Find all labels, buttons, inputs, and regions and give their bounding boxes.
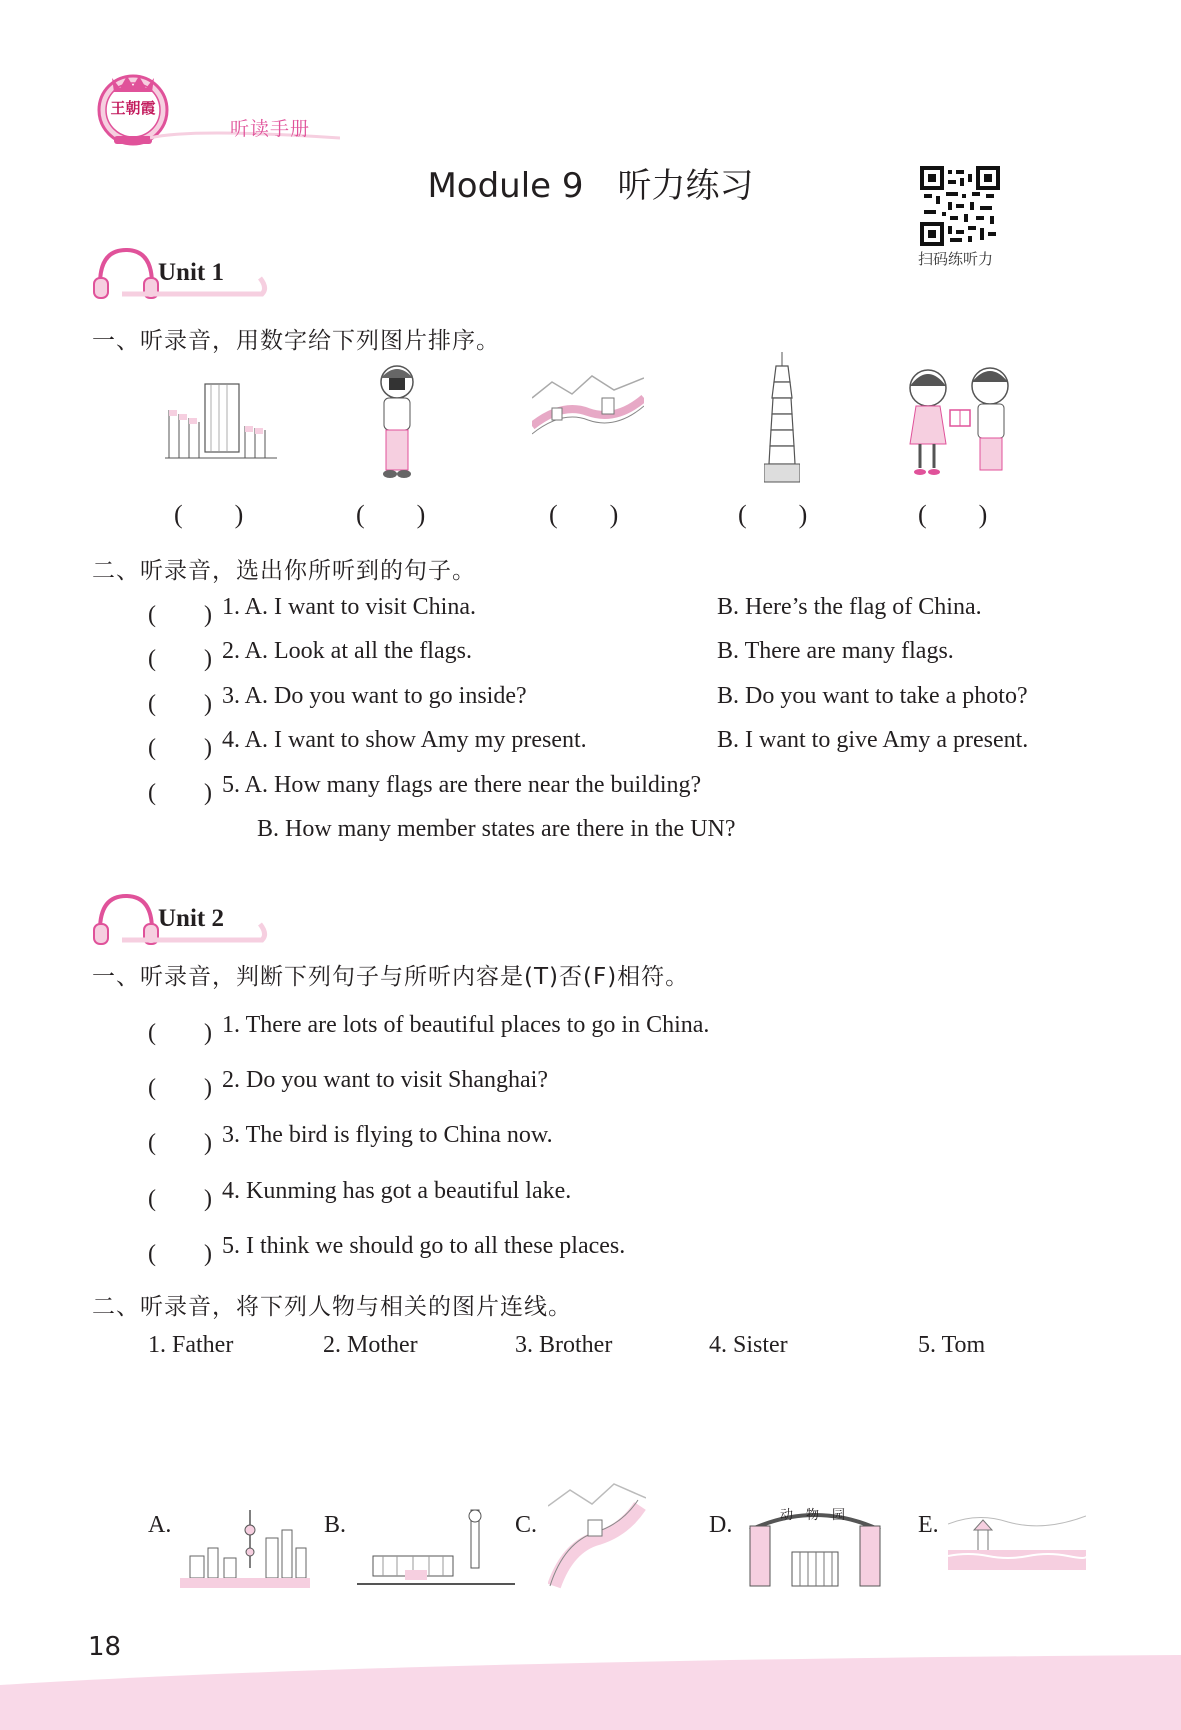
girl-and-boy-with-gift-picture [900,360,1020,484]
unit-2-label: Unit 2 [158,905,224,932]
picture-label-e: E. [918,1512,939,1538]
u1-q4-option-a: 4. A. I want to show Amy my present. [222,727,587,753]
unit-2-header [92,890,272,948]
shanghai-skyline-picture[interactable] [180,1508,310,1592]
great-wall-picture-c[interactable] [548,1476,646,1600]
u2-q4-blank[interactable]: ( ) [148,1186,212,1212]
u2-q2-blank[interactable]: ( ) [148,1075,212,1101]
unit-2-section-1-title: 一、听录音，判断下列句子与所听内容是(T)否(F)相符。 [92,964,690,990]
lake-pagoda-picture[interactable] [948,1504,1086,1580]
picture-label-d: D. [709,1512,733,1538]
footer-band [0,1655,1181,1730]
u2-q4-text: 4. Kunming has got a beautiful lake. [222,1178,572,1204]
u1-q4-option-b: B. I want to give Amy a present. [717,727,1029,753]
picture-label-a: A. [148,1512,172,1538]
u1-q5-option-b: B. How many member states are there in the UN? [257,816,736,842]
u2-q1-text: 1. There are lots of beautiful places to go in China. [222,1012,710,1038]
unit-1-section-1-title: 一、听录音，用数字给下列图片排序。 [92,328,500,354]
u2-q2-text: 2. Do you want to visit Shanghai? [222,1067,548,1093]
u1-q2-option-b: B. There are many flags. [717,638,954,664]
building-with-flags-picture [165,380,277,464]
picture-label-b: B. [324,1512,347,1538]
u1-q1-option-b: B. Here’s the flag of China. [717,594,982,620]
qr-code[interactable] [920,166,1000,246]
u2-q5-blank[interactable]: ( ) [148,1241,212,1267]
unit-2-section-2-title: 二、听录音，将下列人物与相关的图片连线。 [92,1294,572,1320]
u1-q2-option-a: 2. A. Look at all the flags. [222,638,472,664]
picture-4-blank[interactable]: ( ) [738,500,808,529]
picture-5-blank[interactable]: ( ) [918,500,988,529]
person-brother[interactable]: 3. Brother [515,1332,613,1358]
u2-q5-text: 5. I think we should go to all these places. [222,1233,626,1259]
u1-q3-option-b: B. Do you want to take a photo? [717,683,1028,709]
u1-q2-blank[interactable]: ( ) [148,646,212,672]
u1-q5-option-a: 5. A. How many flags are there near the building? [222,772,702,798]
u1-q1-blank[interactable]: ( ) [148,602,212,628]
picture-2-blank[interactable]: ( ) [356,500,426,529]
unit-1-section-2-title: 二、听录音，选出你所听到的句子。 [92,558,476,584]
zoo-sign-text: 动 物 园 [780,1508,846,1523]
picture-1-blank[interactable]: ( ) [174,500,244,529]
page-title: Module 9 听力练习 [427,166,754,206]
qr-caption: 扫码练听力 [918,250,994,268]
page-number: 18 [88,1632,122,1662]
person-father[interactable]: 1. Father [148,1332,234,1358]
u1-q5-blank[interactable]: ( ) [148,780,212,806]
picture-label-c: C. [515,1512,538,1538]
unit-1-label: Unit 1 [158,259,224,286]
boy-with-camera-picture [370,362,424,484]
tower-picture [764,352,800,488]
brand-text: 王朝霞 [110,99,156,117]
person-tom[interactable]: 5. Tom [918,1332,986,1358]
u1-q3-option-a: 3. A. Do you want to go inside? [222,683,527,709]
zoo-gate-picture[interactable] [742,1500,888,1594]
u1-q3-blank[interactable]: ( ) [148,691,212,717]
picture-3-blank[interactable]: ( ) [549,500,619,529]
handbook-label: 听读手册 [230,118,311,140]
great-wall-picture [532,368,644,454]
u1-q1-option-a: 1. A. I want to visit China. [222,594,476,620]
u2-q1-blank[interactable]: ( ) [148,1020,212,1046]
u2-q3-text: 3. The bird is flying to China now. [222,1122,553,1148]
monument-plaza-picture[interactable] [357,1508,515,1594]
person-sister[interactable]: 4. Sister [709,1332,788,1358]
unit-1-header [92,244,272,302]
u2-q3-blank[interactable]: ( ) [148,1130,212,1156]
u1-q4-blank[interactable]: ( ) [148,735,212,761]
person-mother[interactable]: 2. Mother [323,1332,418,1358]
